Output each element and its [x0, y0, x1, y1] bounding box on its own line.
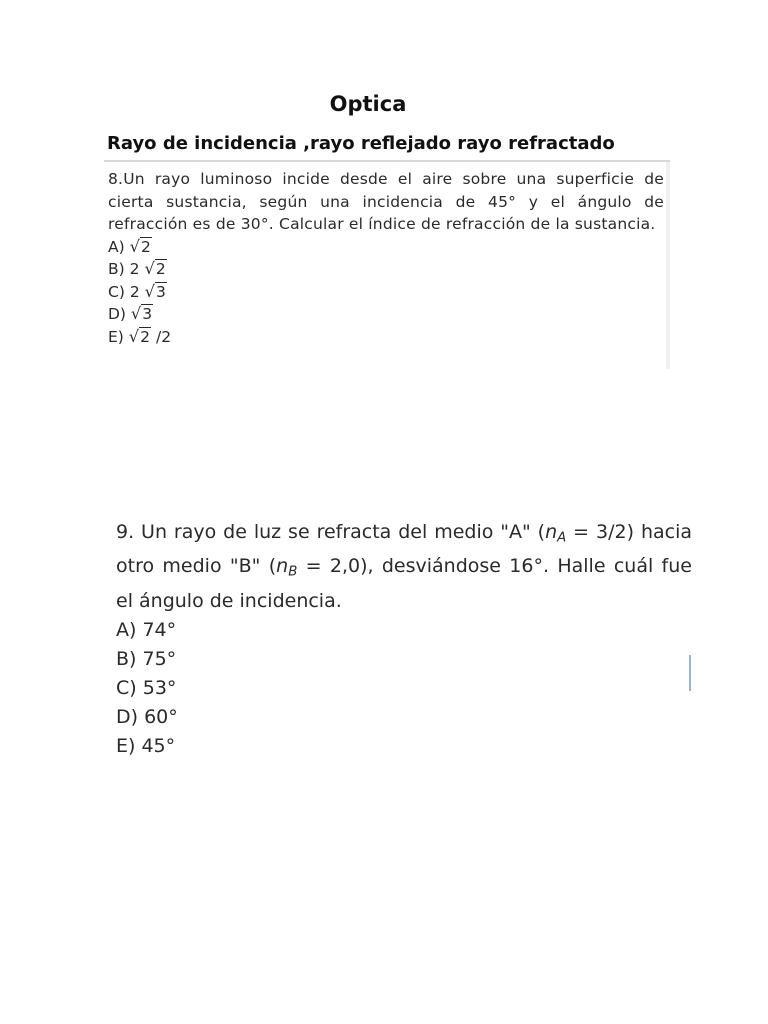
statement-text: 9. Un rayo de luz se refracta del medio "A" (	[116, 521, 546, 543]
option-value: 75°	[142, 647, 177, 670]
option-value: 60°	[144, 705, 178, 728]
square-root-symbol: √3	[130, 304, 153, 323]
problem-8-image	[104, 160, 670, 369]
statement-text: = 2,0), desviándose 16°. Halle cuál fue el ángulo de incidencia.	[116, 555, 692, 612]
problem-8-option-c	[108, 281, 670, 304]
document-subtitle: Rayo de incidencia ,rayo reflejado rayo refractado	[107, 133, 615, 154]
option-value: 74°	[142, 618, 177, 641]
option-letter: A)	[116, 618, 137, 641]
option-letter: D)	[116, 705, 139, 728]
option-letter: C)	[116, 676, 137, 699]
option-coefficient: 2	[129, 282, 140, 301]
option-suffix: /2	[155, 327, 172, 346]
square-root-symbol: √2	[144, 259, 166, 278]
problem-9-option-e	[116, 732, 692, 761]
problem-8-option-b	[108, 258, 670, 281]
problem-8-option-d	[108, 303, 670, 326]
option-letter: C)	[108, 282, 125, 301]
option-radicand: 2	[140, 327, 151, 346]
option-letter: B)	[116, 647, 137, 670]
option-coefficient: 2	[129, 260, 140, 278]
option-radicand: 2	[140, 237, 151, 256]
option-letter: D)	[108, 305, 126, 323]
image-edge-divider	[689, 655, 691, 691]
refractive-index-symbol: n	[545, 521, 558, 543]
refractive-index-subscript: B	[288, 564, 298, 580]
problem-9-option-d	[116, 703, 692, 732]
option-value: 45°	[141, 734, 176, 757]
refractive-index-symbol: n	[276, 555, 289, 578]
problem-9-option-a	[116, 616, 692, 645]
statement-text: = 3/2) hacia otro medio "B" (	[116, 521, 692, 578]
option-radicand: 2	[155, 260, 166, 278]
problem-8-statement: 8.Un rayo luminoso incide desde el aire sobre una superficie de cierta sustancia, según una incidencia de 45° y el ángulo de refracción es de 30°. Calcular el índice de refracción de la sustancia.	[108, 170, 664, 233]
square-root-symbol: √2	[128, 326, 151, 346]
problem-9-statement	[116, 518, 692, 616]
option-letter: E)	[116, 734, 136, 757]
option-letter: A)	[108, 237, 125, 256]
document-title: Optica	[329, 92, 407, 116]
problem-9-option-b	[116, 645, 692, 674]
square-root-symbol: √2	[129, 236, 151, 256]
problem-8-option-a	[108, 236, 670, 259]
problem-9-image	[112, 518, 692, 757]
option-value: 53°	[142, 676, 177, 699]
square-root-symbol: √3	[144, 281, 166, 301]
problem-8-option-e	[108, 326, 670, 349]
option-radicand: 3	[142, 305, 153, 323]
problem-9-option-c	[116, 674, 692, 703]
option-letter: B)	[108, 260, 125, 278]
refractive-index-subscript: A	[557, 530, 567, 546]
option-radicand: 3	[156, 282, 166, 301]
option-letter: E)	[108, 327, 124, 346]
